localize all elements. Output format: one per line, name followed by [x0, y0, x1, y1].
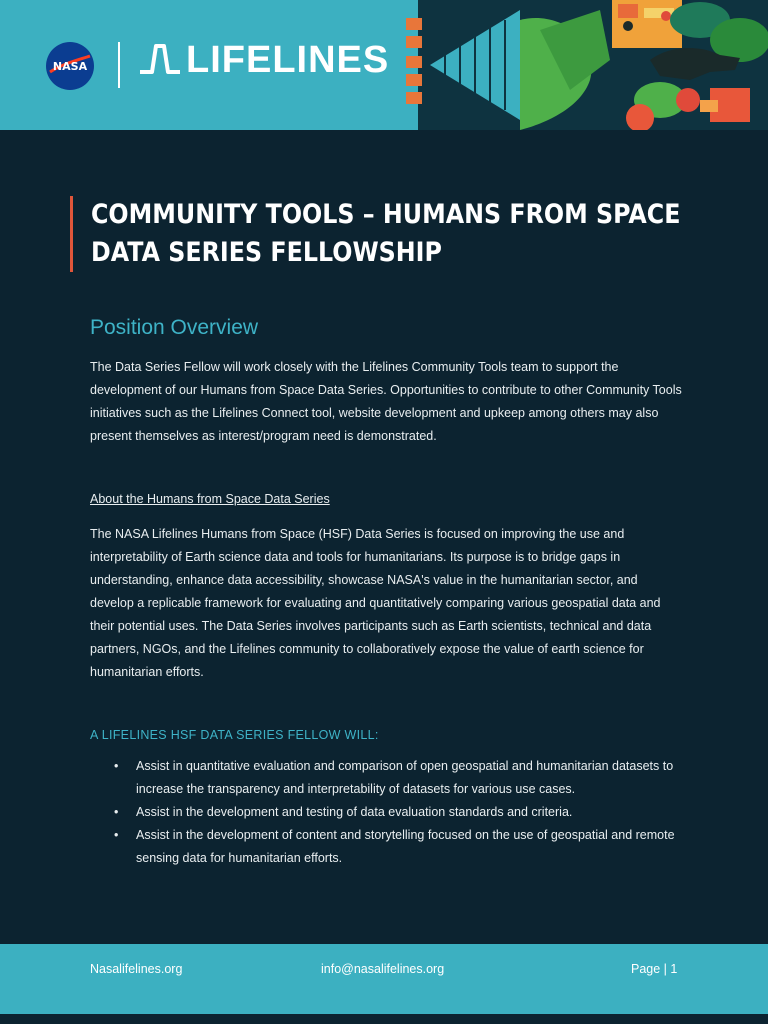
overview-paragraph: The Data Series Fellow will work closely with the Lifelines Community Tools team to support the development of our Humans from Space Data Series. Opportunities to contribute to other Community Tools initiatives such as the Lifelines Connect tool, website development and upkeep among others may also present themselves as interest/program need is demonstrated. — [90, 360, 682, 443]
list-item-text: Assist in the development and testing of data evaluation standards and criteria. — [136, 805, 573, 819]
document-title: COMMUNITY TOOLS – HUMANS FROM SPACE DATA SERIES FELLOWSHIP — [91, 199, 681, 268]
section-heading-position-overview: Position Overview — [90, 316, 259, 339]
footer-bar — [0, 944, 768, 1014]
footer-website: Nasalifelines.org — [90, 962, 183, 976]
about-subheading: About the Humans from Space Data Series — [90, 492, 330, 506]
logo-divider — [118, 42, 120, 88]
fellow-duties-list — [90, 755, 682, 870]
header-banner — [0, 0, 768, 130]
list-item — [114, 801, 682, 824]
footer-page-number: Page | 1 — [631, 962, 678, 976]
title-block — [70, 196, 691, 272]
list-item — [114, 824, 682, 870]
bullet-icon: • — [114, 805, 119, 819]
bullet-icon: • — [114, 759, 119, 773]
list-item-text: Assist in quantitative evaluation and comparison of open geospatial and humanitarian datasets to increase the transparency and interpretability of datasets for various use cases. — [136, 759, 674, 796]
nasa-logo — [46, 42, 94, 90]
list-item — [114, 755, 682, 801]
lifelines-logo — [138, 40, 389, 80]
list-item-text: Assist in the development of content and storytelling focused on the use of geospatial and remote sensing data for humanitarian efforts. — [136, 828, 675, 865]
lifelines-pulse-icon — [138, 40, 182, 80]
lifelines-logo-text: LIFELINES — [186, 39, 390, 81]
footer-email: info@nasalifelines.org — [321, 962, 445, 976]
nasa-logo-text: NASA — [52, 60, 88, 73]
document-body — [90, 312, 682, 870]
fellow-heading: A LIFELINES HSF DATA SERIES FELLOW WILL: — [90, 728, 379, 742]
about-paragraph: The NASA Lifelines Humans from Space (HSF) Data Series is focused on improving the use and interpretability of Earth science data and tools for humanitarians. Its purpose is to bridge gaps in understanding, enhance data accessibility, showcase NASA's value in the humanitarian sector, and develop a replicable framework for evaluating and quantitatively comparing various geospatial data and their potential uses. The Data Series involves participants such as Earth scientists, technical and data partners, NGOs, and the Lifelines community to collaboratively expose the value of earth science for humanitarian efforts. — [90, 527, 661, 679]
bullet-icon: • — [114, 828, 119, 842]
